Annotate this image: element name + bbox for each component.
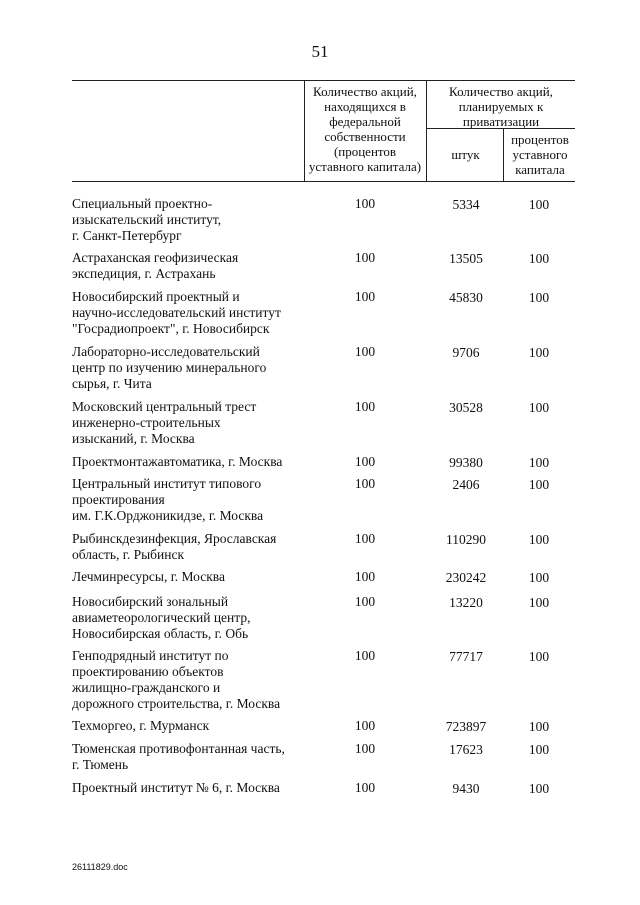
header-planned-shares: Количество акций, планируемых к приватизации [449,84,553,129]
page-number: 51 [311,42,329,61]
planned-share-count: 30528 [449,400,483,415]
planned-share-count: 99380 [449,455,483,470]
federal-share-percent: 100 [354,780,376,795]
header-divider-1 [304,80,305,181]
federal-share-percent: 100 [354,718,376,733]
header-divider-3 [503,128,504,181]
footer-filename: 26111829.doc [72,862,128,872]
org-name: Генподрядный институт по проектированию объектов жилищно-гражданского и дорожного строительства, г. Москва [72,648,281,711]
org-name: Новосибирский зональный авиаметеорологический центр, Новосибирская область, г. Обь [72,594,251,641]
federal-share-percent: 100 [354,569,376,584]
planned-share-count: 723897 [445,719,487,734]
planned-share-percent: 100 [528,455,550,470]
federal-share-percent: 100 [354,289,376,304]
planned-share-percent: 100 [528,570,550,585]
planned-share-count: 9706 [452,345,480,360]
planned-share-count: 13505 [449,251,483,266]
header-divider-2 [426,80,427,181]
org-name: Проектмонтажавтоматика, г. Москва [72,454,283,469]
planned-share-count: 77717 [449,649,483,664]
header-federal-shares: Количество акций, находящихся в федеральной собственности (процентов уставного капитала) [308,84,422,174]
federal-share-percent: 100 [354,196,376,211]
federal-share-percent: 100 [354,399,376,414]
planned-share-percent: 100 [528,742,550,757]
planned-share-percent: 100 [528,400,550,415]
org-name: Специальный проектно- изыскательский институт, г. Санкт-Петербург [72,196,222,243]
planned-share-percent: 100 [528,345,550,360]
federal-share-percent: 100 [354,476,376,491]
planned-share-count: 17623 [449,742,483,757]
planned-share-percent: 100 [528,649,550,664]
planned-share-percent: 100 [528,781,550,796]
planned-share-percent: 100 [528,477,550,492]
org-name: Техморгео, г. Мурманск [72,718,210,733]
org-name: Астраханская геофизическая экспедиция, г. Астрахань [72,250,239,281]
header-top-rule [72,80,575,81]
planned-share-percent: 100 [528,197,550,212]
planned-share-count: 9430 [452,781,480,796]
federal-share-percent: 100 [354,648,376,663]
header-units: штук [451,147,480,162]
planned-share-percent: 100 [528,290,550,305]
org-name: Проектный институт № 6, г. Москва [72,780,280,795]
planned-share-percent: 100 [528,251,550,266]
header-percent: процентов уставного капитала [511,132,569,177]
federal-share-percent: 100 [354,531,376,546]
federal-share-percent: 100 [354,250,376,265]
federal-share-percent: 100 [354,594,376,609]
org-name: Лечминресурсы, г. Москва [72,569,225,584]
org-name: Новосибирский проектный и научно-исследовательский институт "Госрадиопроект", г. Новосибирск [72,289,281,336]
federal-share-percent: 100 [354,344,376,359]
planned-share-count: 5334 [452,197,480,212]
federal-share-percent: 100 [354,454,376,469]
org-name: Центральный институт типового проектирования им. Г.К.Орджоникидзе, г. Москва [72,476,264,523]
org-name: Тюменская противофонтанная часть, г. Тюмень [72,741,285,772]
planned-share-percent: 100 [528,595,550,610]
planned-share-count: 2406 [452,477,480,492]
planned-share-count: 45830 [449,290,483,305]
planned-share-percent: 100 [528,532,550,547]
planned-share-percent: 100 [528,719,550,734]
org-name: Московский центральный трест инженерно-строительных изысканий, г. Москва [72,399,257,446]
org-name: Лабораторно-исследовательский центр по изучению минерального сырья, г. Чита [72,344,267,391]
planned-share-count: 13220 [449,595,483,610]
org-name: Рыбинскдезинфекция, Ярославская область, г. Рыбинск [72,531,277,562]
federal-share-percent: 100 [354,741,376,756]
planned-share-count: 110290 [446,532,486,547]
planned-share-count: 230242 [445,570,487,585]
header-bottom-rule [72,181,575,182]
